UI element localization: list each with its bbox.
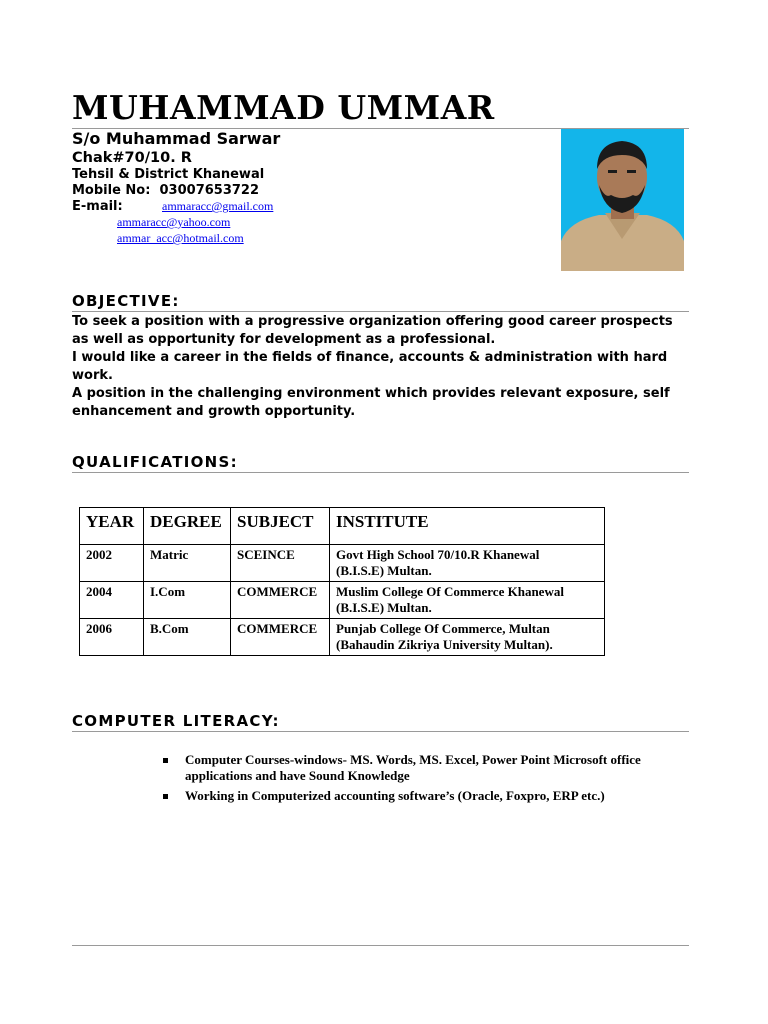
mobile-row bbox=[72, 183, 280, 199]
table-header-row bbox=[80, 508, 605, 545]
mobile-label: Mobile No: bbox=[72, 183, 151, 198]
mobile-number: 03007653722 bbox=[159, 183, 260, 198]
list-item bbox=[163, 752, 683, 784]
skill-text: Computer Courses-windows- MS. Words, MS. Excel, Power Point Microsoft office applications and have Sound Knowledge bbox=[185, 752, 641, 783]
email-row bbox=[72, 199, 280, 215]
cell-subject: COMMERCE bbox=[231, 619, 330, 656]
bullet-icon bbox=[163, 758, 168, 763]
address-line-1: Chak#70/10. R bbox=[72, 150, 192, 166]
objective-divider bbox=[72, 311, 689, 312]
email-link-gmail[interactable]: ammaracc@gmail.com bbox=[162, 199, 274, 213]
objective-line: A position in the challenging environment which provides relevant exposure, self enhancement and growth opportunity. bbox=[72, 386, 670, 419]
computer-literacy-divider bbox=[72, 731, 689, 732]
cell-year: 2006 bbox=[80, 619, 144, 656]
column-header-institute: INSTITUTE bbox=[330, 508, 605, 545]
table-row bbox=[80, 619, 605, 656]
table-row bbox=[80, 582, 605, 619]
column-header-subject: SUBJECT bbox=[231, 508, 330, 545]
cell-institute: Muslim College Of Commerce Khanewal (B.I.S.E) Multan. bbox=[330, 582, 605, 619]
cell-year: 2002 bbox=[80, 545, 144, 582]
footer-divider bbox=[72, 945, 689, 946]
email-link-yahoo[interactable]: ammaracc@yahoo.com bbox=[117, 215, 231, 229]
cell-year: 2004 bbox=[80, 582, 144, 619]
cell-degree: Matric bbox=[144, 545, 231, 582]
qualifications-heading: QUALIFICATIONS: bbox=[72, 453, 238, 471]
column-header-degree: DEGREE bbox=[144, 508, 231, 545]
objective-line: To seek a position with a progressive organization offering good career prospects as well as opportunity for development as a professional. bbox=[72, 314, 673, 347]
contact-block bbox=[72, 129, 280, 247]
cell-institute: Punjab College Of Commerce, Multan (Bahaudin Zikriya University Multan). bbox=[330, 619, 605, 656]
objective-heading: OBJECTIVE: bbox=[72, 292, 180, 310]
computer-skills-list bbox=[163, 752, 683, 808]
table-row bbox=[80, 545, 605, 582]
email-row-2 bbox=[72, 215, 280, 231]
father-name: S/o Muhammad Sarwar bbox=[72, 129, 281, 148]
qualifications-divider bbox=[72, 472, 689, 473]
column-header-year: YEAR bbox=[80, 508, 144, 545]
cell-degree: I.Com bbox=[144, 582, 231, 619]
list-item bbox=[163, 788, 683, 804]
email-link-hotmail[interactable]: ammar_acc@hotmail.com bbox=[117, 231, 244, 245]
objective-text bbox=[72, 313, 692, 421]
applicant-name: MUHAMMAD UMMAR bbox=[72, 88, 495, 127]
computer-literacy-heading: COMPUTER LITERACY: bbox=[72, 712, 280, 730]
profile-photo bbox=[561, 129, 684, 271]
qualifications-table bbox=[79, 507, 605, 656]
cell-degree: B.Com bbox=[144, 619, 231, 656]
cell-institute: Govt High School 70/10.R Khanewal (B.I.S.E) Multan. bbox=[330, 545, 605, 582]
bullet-icon bbox=[163, 794, 168, 799]
email-row-3 bbox=[72, 231, 280, 247]
objective-line: I would like a career in the fields of finance, accounts & administration with hard work. bbox=[72, 350, 668, 383]
portrait-illustration bbox=[561, 129, 684, 271]
address-line-2: Tehsil & District Khanewal bbox=[72, 167, 265, 182]
email-label: E-mail: bbox=[72, 199, 123, 214]
cell-subject: SCEINCE bbox=[231, 545, 330, 582]
skill-text: Working in Computerized accounting software’s (Oracle, Foxpro, ERP etc.) bbox=[185, 788, 605, 803]
cell-subject: COMMERCE bbox=[231, 582, 330, 619]
